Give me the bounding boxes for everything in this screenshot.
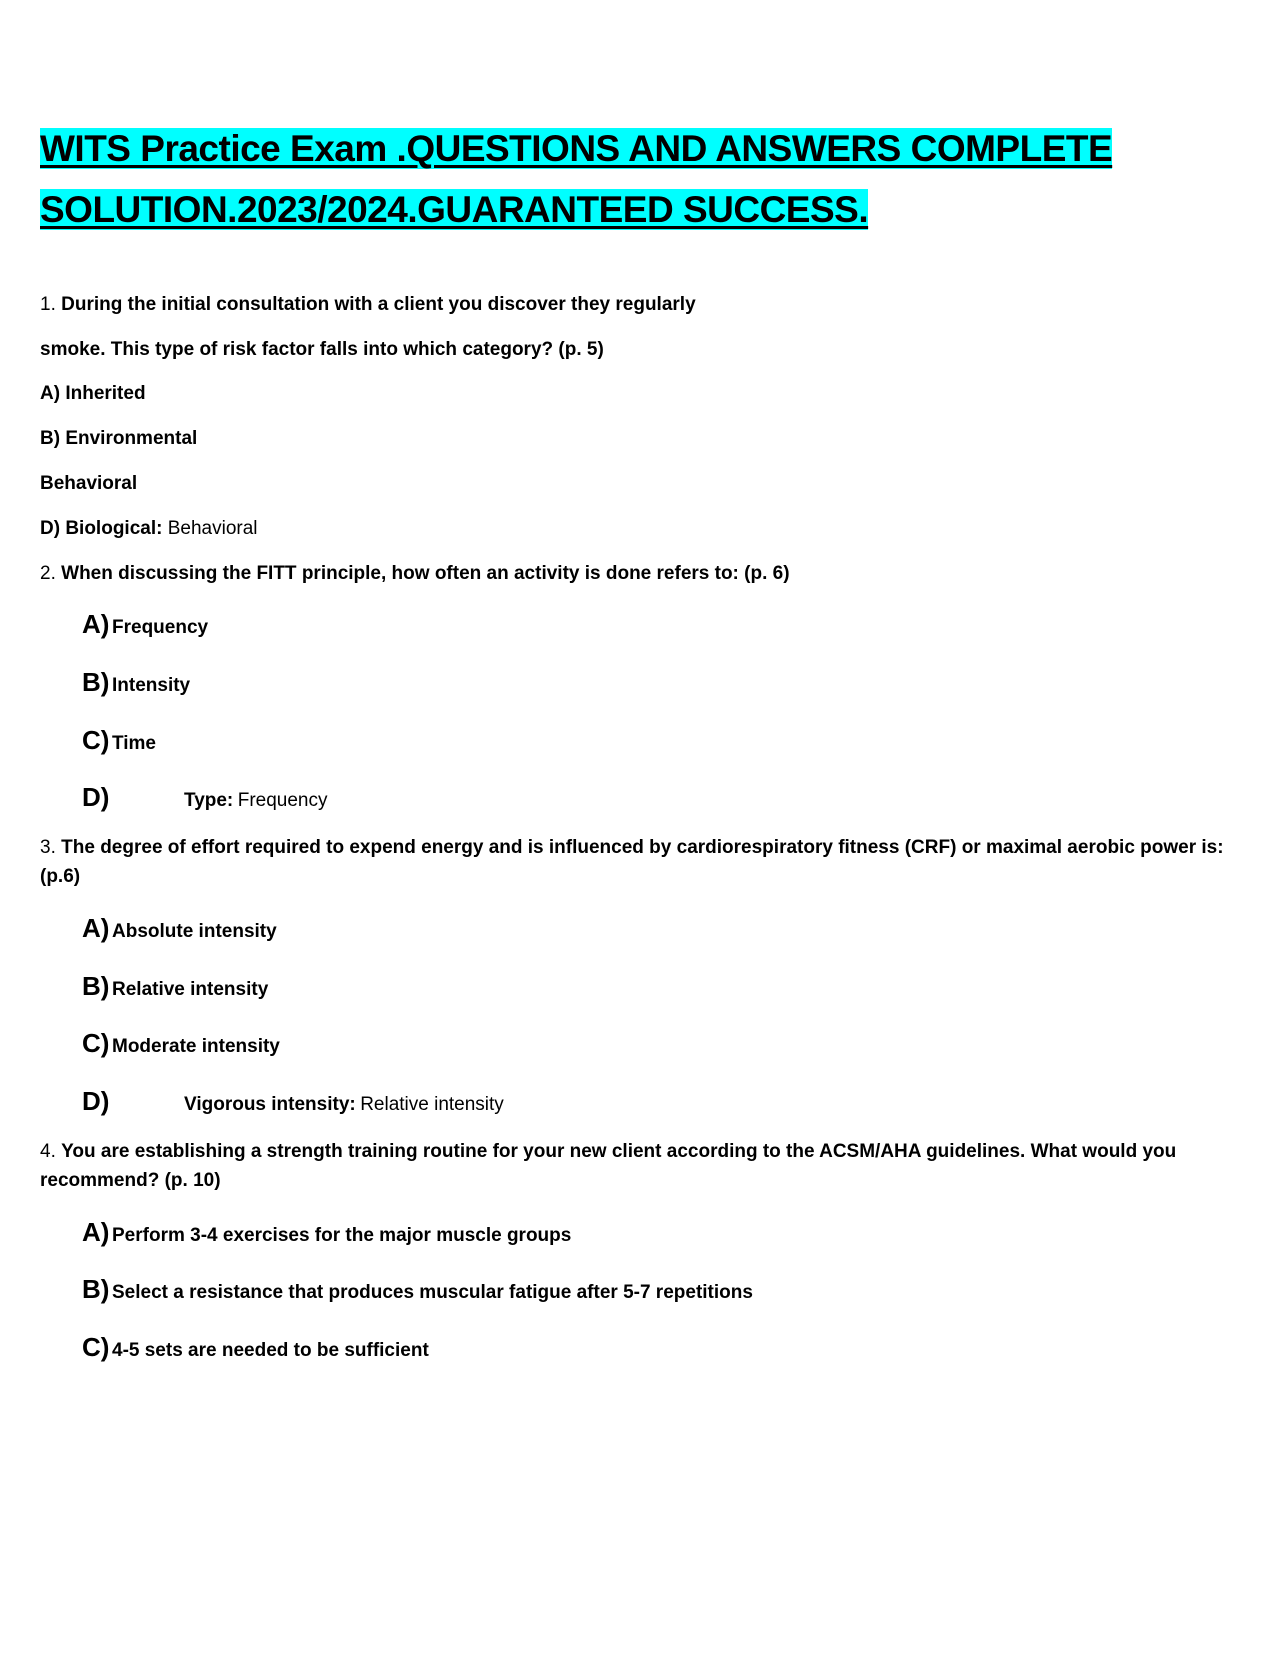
title-line-1: WITS Practice Exam .QUESTIONS AND ANSWERS COMPLETE (40, 128, 1113, 169)
question-3-option-a (82, 913, 277, 948)
option-letter: A) (82, 1217, 110, 1247)
option-text: 4-5 sets are needed to be sufficient (112, 1340, 429, 1361)
question-4-text: You are establishing a strength training routine for your new client according to the ACSM/AHA guidelines. What would you recommend? (p. 10) (40, 1141, 1177, 1191)
title-line-2: SOLUTION.2023/2024.GUARANTEED SUCCESS. (40, 189, 869, 230)
question-3-option-c (82, 1028, 280, 1063)
question-2-text: When discussing the FITT principle, how often an activity is done refers to: (p. 6) (61, 563, 790, 584)
question-4-option-a (82, 1217, 571, 1252)
question-2-number: 2. (40, 563, 56, 584)
question-2-stem (40, 562, 790, 586)
question-2-option-b (82, 667, 190, 702)
question-1-option-d-label: D) Biological: (40, 518, 163, 539)
option-text: Perform 3-4 exercises for the major muscle groups (112, 1225, 572, 1246)
question-1-text: During the initial consultation with a client you discover they regularly (61, 294, 696, 315)
option-text: Moderate intensity (112, 1036, 280, 1057)
option-letter: B) (82, 971, 110, 1001)
question-4-option-c (82, 1332, 429, 1367)
option-text: Vigorous intensity: (184, 1094, 356, 1115)
question-4-option-b (82, 1274, 753, 1309)
option-text: Intensity (112, 675, 191, 696)
option-text: Absolute intensity (112, 921, 277, 942)
question-4-number: 4. (40, 1141, 56, 1162)
question-2-option-c (82, 725, 156, 760)
question-1-option-b: B) Environmental (40, 428, 198, 449)
question-2-option-a (82, 609, 208, 644)
question-1-number: 1. (40, 294, 56, 315)
option-letter: C) (82, 725, 110, 755)
question-2-answer: Frequency (237, 790, 328, 811)
option-text: Relative intensity (112, 979, 269, 1000)
option-text: Frequency (112, 617, 209, 638)
question-1-option-c: Behavioral (40, 473, 138, 494)
question-3-text: The degree of effort required to expend energy and is influenced by cardiorespiratory fitness (CRF) or maximal aerobic power is: (p.6) (40, 837, 1224, 887)
option-letter: B) (82, 667, 110, 697)
question-3-option-d (82, 1086, 504, 1121)
option-letter: D) (82, 1086, 110, 1116)
question-1-answer: Behavioral (167, 518, 258, 539)
option-letter: C) (82, 1332, 110, 1362)
option-letter: C) (82, 1028, 110, 1058)
option-text: Select a resistance that produces muscular fatigue after 5-7 repetitions (112, 1282, 753, 1303)
option-letter: A) (82, 913, 110, 943)
question-1-option-d (40, 517, 258, 541)
question-3-number: 3. (40, 837, 56, 858)
question-3-option-b (82, 971, 268, 1006)
option-letter: B) (82, 1274, 110, 1304)
question-1-stem-line-2: smoke. This type of risk factor falls into which category? (p. 5) (40, 339, 604, 360)
question-4-stem (40, 1137, 1250, 1195)
option-letter: A) (82, 609, 110, 639)
question-1-stem-line-1 (40, 293, 696, 317)
option-letter: D) (82, 782, 110, 812)
option-text: Type: (184, 790, 234, 811)
question-3-stem (40, 833, 1250, 891)
question-1-option-a: A) Inherited (40, 383, 146, 404)
question-2-option-d (82, 782, 328, 817)
option-text: Time (112, 733, 157, 754)
document-title (40, 118, 1220, 240)
question-3-answer: Relative intensity (360, 1094, 504, 1115)
